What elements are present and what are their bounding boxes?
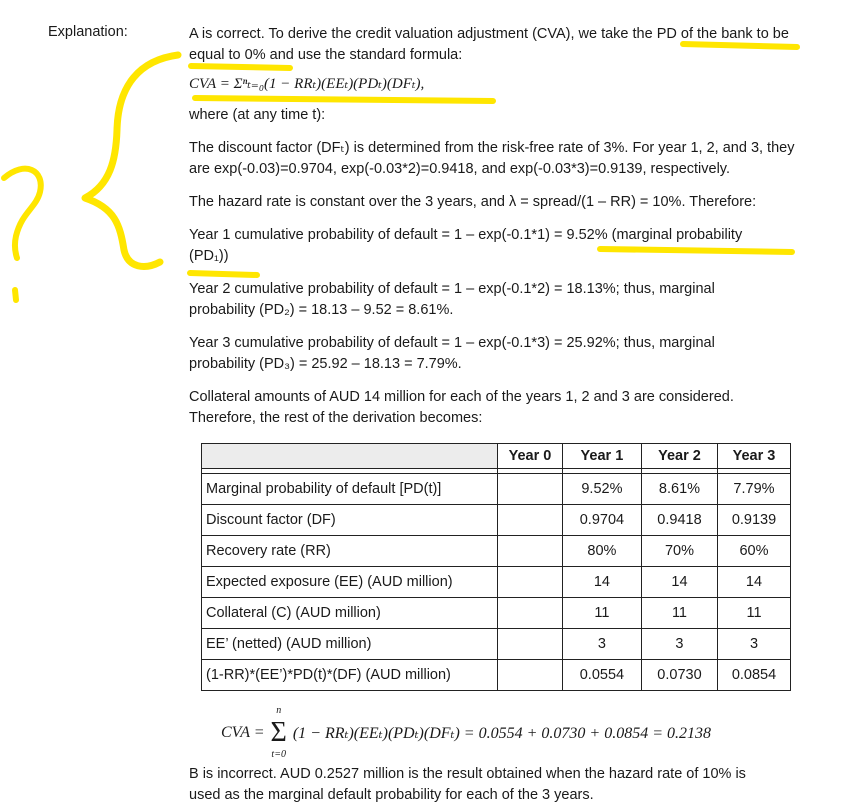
highlighted-pd-bank: PD of the bank to be equal to 0% [189, 26, 789, 63]
table-header-row [202, 444, 791, 469]
year0-cell [498, 567, 563, 598]
year3-cell: 11 [717, 598, 790, 629]
table-header-year2: Year 2 [641, 444, 717, 469]
formula2-rhs: (1 − RRₜ)(EEₜ)(PDₜ)(DFₜ) = 0.0554 + 0.0730 + 0.0854 = 0.2138 [292, 725, 711, 742]
year1-cell: 80% [562, 536, 641, 567]
year2-cell: 14 [641, 567, 717, 598]
year2-cell: 3 [641, 629, 717, 660]
row-label: (1-RR)*(EE’)*PD(t)*(DF) (AUD million) [202, 660, 498, 691]
row-label: Marginal probability of default [PD(t)] [202, 474, 498, 505]
year3-cell: 60% [717, 536, 790, 567]
table-header-year1: Year 1 [562, 444, 641, 469]
sigma-upper: n [276, 705, 282, 716]
para-hazard-rate: The hazard rate is constant over the 3 years, and λ = spread/(1 – RR) = 10%. Therefore: [189, 194, 757, 210]
para-b-incorrect: B is incorrect. AUD 0.2527 million is the result obtained when the hazard rate of 10% is [189, 766, 746, 782]
cva-formula: CVA = Σⁿₜ₌₀(1 − RRₜ)(EEₜ)(PDₜ)(DFₜ), [189, 76, 425, 92]
para-collateral: Collateral amounts of AUD 14 million for each of the years 1, 2 and 3 are considered. Therefore, the rest of the derivation becomes: [189, 389, 734, 426]
table-row [202, 660, 791, 691]
year1-cell: 0.0554 [562, 660, 641, 691]
year1-cell: 14 [562, 567, 641, 598]
year2-cell: 0.9418 [641, 505, 717, 536]
table-row [202, 598, 791, 629]
para-b-cut-text: used as the marginal default probability for each of the 3 years. [189, 787, 594, 803]
formula2-lhs: CVA = [221, 724, 265, 741]
explanation-label: Explanation: [48, 24, 128, 40]
year3-cell: 14 [717, 567, 790, 598]
year3-cell: 0.0854 [717, 660, 790, 691]
highlight-question-dot-icon [15, 290, 16, 300]
table-row [202, 536, 791, 567]
para-a-text-end: and use the standard formula: [269, 47, 463, 63]
row-label: EE’ (netted) (AUD million) [202, 629, 498, 660]
row-label: Discount factor (DF) [202, 505, 498, 536]
para-a-text: A is correct. To derive the credit valuation adjustment (CVA), we take the [189, 26, 653, 42]
year0-cell [498, 474, 563, 505]
year1-cell: 3 [562, 629, 641, 660]
table-row [202, 505, 791, 536]
explanation-body [189, 24, 809, 429]
year2-cell: 8.61% [641, 474, 717, 505]
year0-cell [498, 629, 563, 660]
highlight-brace [85, 55, 178, 266]
table-header-year0: Year 0 [498, 444, 563, 469]
year0-cell [498, 598, 563, 629]
row-label: Recovery rate (RR) [202, 536, 498, 567]
where-line: where (at any time t): [189, 107, 326, 123]
year0-cell [498, 660, 563, 691]
sigma-symbol: Σ [270, 717, 287, 748]
table-header-year3: Year 3 [717, 444, 790, 469]
year0-cell [498, 505, 563, 536]
year3-line: Year 3 cumulative probability of default = 1 – exp(-0.1*3) = 25.92%; thus, marginal probability (PD₃) = 25.92 – 18.13 = 7.79%. [189, 335, 715, 372]
year3-cell: 0.9139 [717, 505, 790, 536]
year3-cell: 7.79% [717, 474, 790, 505]
table-header-blank [202, 444, 498, 469]
highlight-question-mark-icon [4, 169, 41, 258]
sigma-block [271, 704, 287, 762]
year2-cell: 70% [641, 536, 717, 567]
para-b-cut-line [189, 787, 594, 803]
year2-cell: 11 [641, 598, 717, 629]
row-label: Expected exposure (EE) (AUD million) [202, 567, 498, 598]
para-discount-factor: The discount factor (DFₜ) is determined from the risk-free rate of 3%. For year 1, 2, and 3, they are exp(-0.03)=0.9704, exp(-0.03*2)=0.9418, and exp(-0.03*3)=0.9139, respectively. [189, 140, 795, 177]
year1-cell: 9.52% [562, 474, 641, 505]
cva-sum-formula [221, 704, 711, 762]
row-label: Collateral (C) (AUD million) [202, 598, 498, 629]
year1-cell: 11 [562, 598, 641, 629]
table-row [202, 629, 791, 660]
year0-cell [498, 536, 563, 567]
table-row [202, 567, 791, 598]
year2-line: Year 2 cumulative probability of default = 1 – exp(-0.1*2) = 18.13%; thus, marginal probability (PD₂) = 18.13 – 9.52 = 8.61%. [189, 281, 715, 318]
table-row [202, 474, 791, 505]
year2-cell: 0.0730 [641, 660, 717, 691]
year3-cell: 3 [717, 629, 790, 660]
para-a-correct [189, 24, 809, 66]
cva-table [201, 443, 791, 691]
year1-cell: 0.9704 [562, 505, 641, 536]
year1-line: Year 1 cumulative probability of default = 1 – exp(-0.1*1) = 9.52% (marginal probability (PD₁)) [189, 227, 743, 264]
sigma-lower: t=0 [271, 749, 286, 760]
